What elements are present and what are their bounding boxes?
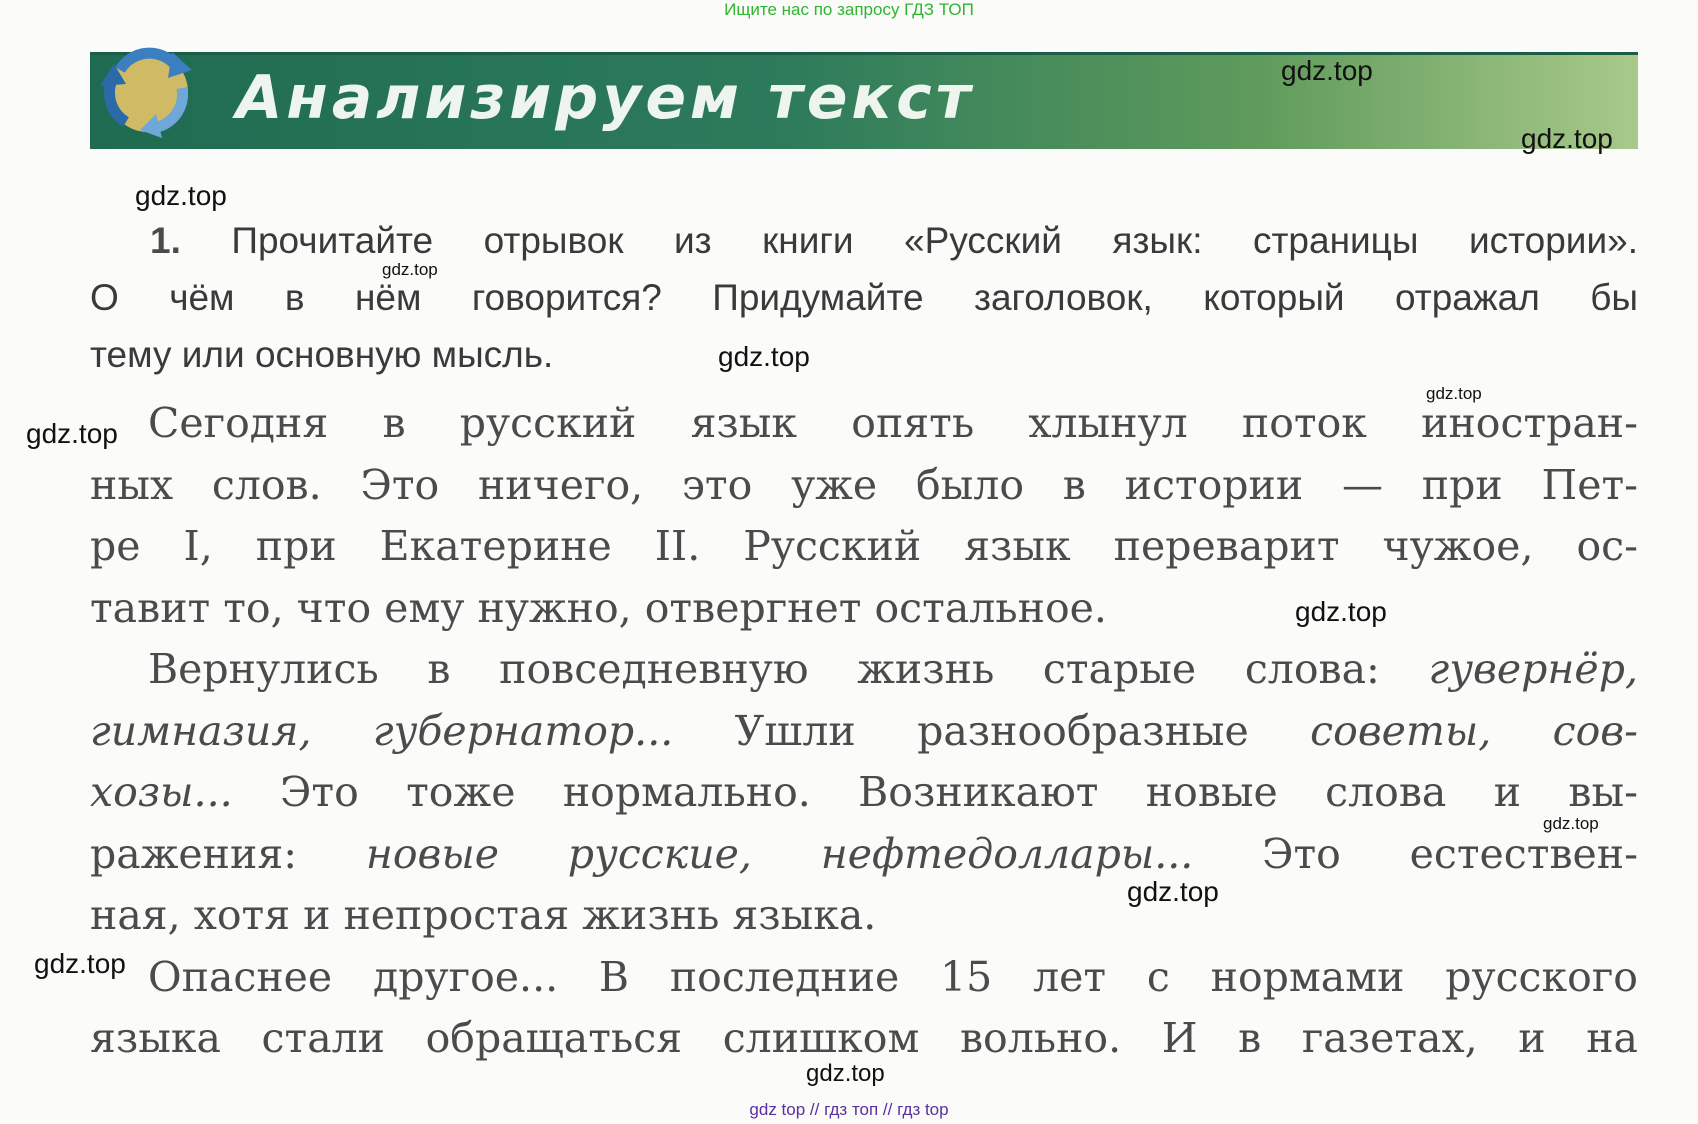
section-banner <box>90 52 1638 149</box>
section-title: Анализируем текст <box>236 63 975 133</box>
footer-links-text: gdz top // гдз топ // гдз top <box>749 1100 949 1119</box>
task-line: О чём в нём говорится? Придумайте заголовок, который отражал бы <box>90 277 1638 318</box>
example-words: советы, сов- <box>1310 706 1638 755</box>
watermark-text: gdz.top <box>718 341 810 372</box>
reading-fragment: Это естествен- <box>1262 829 1638 878</box>
reading-line: языка стали обращаться слишком вольно. И в газетах, и на <box>90 1014 1638 1062</box>
reading-line <box>90 762 1638 824</box>
watermark-text: gdz.top <box>1543 814 1599 833</box>
reading-line <box>90 824 1638 886</box>
example-words: гимназия, губернатор... <box>90 706 674 755</box>
task-number: 1. <box>150 220 181 261</box>
watermark-text: gdz.top <box>135 180 227 211</box>
watermark-text: gdz.top <box>1295 596 1387 627</box>
watermark-text: gdz.top <box>1521 123 1613 154</box>
watermark-text: gdz.top <box>806 1060 885 1087</box>
reading-text <box>90 393 1638 1070</box>
reading-fragment: Это тоже нормально. Возникают новые слова и вы- <box>280 768 1638 816</box>
recycle-arrows-icon <box>90 30 208 150</box>
reading-fragment: ражения: <box>90 829 298 878</box>
watermark-text: gdz.top <box>26 418 118 449</box>
task-line: Прочитайте отрывок из книги «Русский язык: страницы истории». <box>231 220 1638 261</box>
watermark-text: gdz.top <box>1426 384 1482 403</box>
reading-line: ная, хотя и непростая жизнь языка. <box>90 891 877 939</box>
reading-line: тавит то, что ему нужно, отвергнет остальное. <box>90 583 1107 632</box>
reading-fragment: Ушли разнообразные <box>734 706 1249 755</box>
reading-line: Сегодня в русский язык опять хлынул поток иностран- <box>148 399 1638 447</box>
reading-line: ных слов. Это ничего, это уже было в истории — при Пет- <box>90 460 1638 509</box>
task-line: тему или основную мысль. <box>90 334 554 375</box>
reading-line: Опаснее другое... В последние 15 лет с нормами русского <box>148 952 1638 1001</box>
search-hint-text: Ищите нас по запросу ГДЗ ТОП <box>724 0 974 19</box>
watermark-text: gdz.top <box>34 948 126 979</box>
example-words: гувернёр, <box>1428 645 1638 693</box>
example-words: хозы... <box>90 768 233 816</box>
reading-line <box>90 639 1638 701</box>
reading-fragment: Вернулись в повседневную жизнь старые слова: <box>148 645 1380 693</box>
watermark-text: gdz.top <box>1127 876 1219 907</box>
example-words: новые русские, нефтедоллары... <box>365 829 1194 878</box>
task-instruction <box>90 212 1638 383</box>
watermark-text: gdz.top <box>1281 55 1373 86</box>
reading-line: ре I, при Екатерине II. Русский язык переварит чужое, ос- <box>90 522 1638 570</box>
watermark-text: gdz.top <box>382 260 438 279</box>
reading-line <box>90 701 1638 763</box>
